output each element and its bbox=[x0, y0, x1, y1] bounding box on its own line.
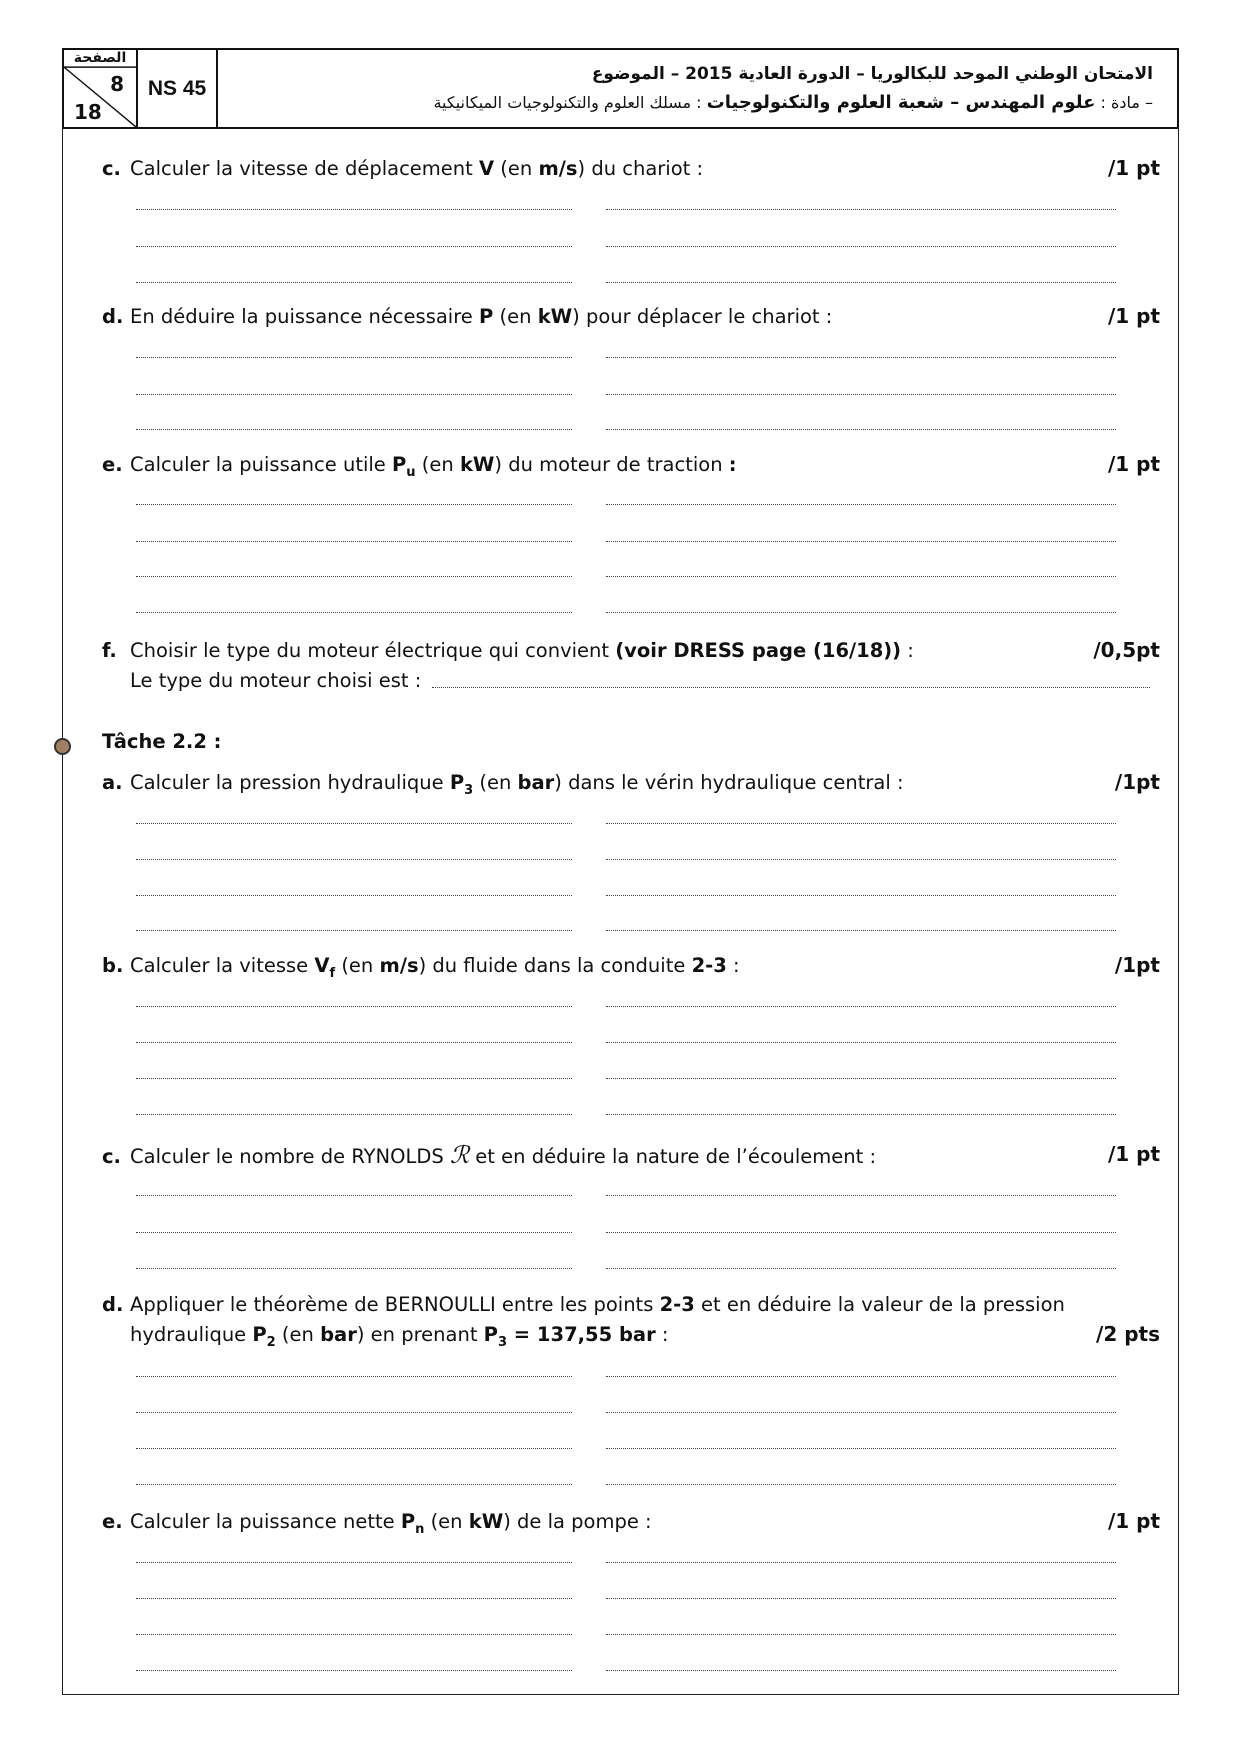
answer-line[interactable] bbox=[606, 1562, 1116, 1563]
exam-title-box bbox=[218, 50, 1177, 127]
answer-line[interactable] bbox=[606, 1376, 1116, 1377]
answer-line[interactable] bbox=[606, 612, 1116, 613]
answer-line[interactable] bbox=[136, 1562, 572, 1563]
answer-line[interactable] bbox=[136, 930, 572, 931]
answer-line[interactable] bbox=[606, 823, 1116, 824]
question-2-2-b: b. Calculer la vitesse $V_f$ (en m/s) du fluide dans la conduite 2-3 : bbox=[102, 954, 740, 981]
answer-line[interactable] bbox=[606, 1042, 1116, 1043]
answer-line[interactable] bbox=[136, 823, 572, 824]
points-d: /1 pt bbox=[1107, 304, 1160, 328]
answer-line[interactable] bbox=[606, 357, 1116, 358]
answer-line[interactable] bbox=[136, 1448, 572, 1449]
exam-code: NS 45 bbox=[138, 50, 218, 127]
points-2-2-b: /1pt bbox=[1114, 953, 1160, 977]
binder-hole-icon bbox=[54, 738, 71, 755]
answer-line[interactable] bbox=[606, 1670, 1116, 1671]
points-2-2-c: /1 pt bbox=[1107, 1142, 1160, 1166]
answer-line[interactable] bbox=[606, 1484, 1116, 1485]
answer-line[interactable] bbox=[136, 1006, 572, 1007]
answer-line[interactable] bbox=[136, 1598, 572, 1599]
points-c: /1 pt bbox=[1107, 156, 1160, 180]
answer-line[interactable] bbox=[606, 1448, 1116, 1449]
points-2-2-a: /1pt bbox=[1114, 770, 1160, 794]
exam-subject-line bbox=[218, 92, 1153, 113]
answer-line[interactable] bbox=[136, 612, 572, 613]
answer-line[interactable] bbox=[136, 1042, 572, 1043]
answer-line[interactable] bbox=[606, 1078, 1116, 1079]
answer-line[interactable] bbox=[136, 859, 572, 860]
answer-line[interactable] bbox=[606, 1412, 1116, 1413]
points-2-2-e: /1 pt bbox=[1107, 1509, 1160, 1533]
question-e: e. Calculer la puissance utile $P_u$ (en kW) du moteur de traction : bbox=[102, 453, 737, 480]
answer-line[interactable] bbox=[136, 895, 572, 896]
answer-line[interactable] bbox=[606, 1232, 1116, 1233]
question-2-2-c: c. Calculer le nombre de RYNOLDS ℛ et en déduire la nature de l’écoulement : bbox=[102, 1141, 877, 1169]
answer-line[interactable] bbox=[136, 1114, 572, 1115]
question-2-2-a: a. Calculer la pression hydraulique $P_3$ (en bar) dans le vérin hydraulique central : bbox=[102, 771, 904, 798]
answer-line[interactable] bbox=[606, 246, 1116, 247]
page-total: 18 bbox=[74, 100, 102, 124]
track-name: : مسلك العلوم والتكنولوجيات الميكانيكية bbox=[433, 93, 707, 112]
motor-type-line[interactable] bbox=[432, 687, 1150, 688]
answer-line[interactable] bbox=[136, 1412, 572, 1413]
points-f: /0,5pt bbox=[1093, 638, 1160, 662]
answer-line[interactable] bbox=[606, 1634, 1116, 1635]
answer-line[interactable] bbox=[606, 1006, 1116, 1007]
page-number: 8 bbox=[110, 72, 124, 96]
answer-line[interactable] bbox=[606, 576, 1116, 577]
points-e: /1 pt bbox=[1107, 452, 1160, 476]
answer-line[interactable] bbox=[606, 1598, 1116, 1599]
answer-line[interactable] bbox=[606, 541, 1116, 542]
answer-line[interactable] bbox=[136, 246, 572, 247]
answer-line[interactable] bbox=[136, 1634, 572, 1635]
answer-line[interactable] bbox=[606, 282, 1116, 283]
exam-title: الامتحان الوطني الموحد للبكالوريا – الدورة العادية 2015 – الموضوع bbox=[591, 64, 1153, 84]
answer-line[interactable] bbox=[606, 1114, 1116, 1115]
answer-line[interactable] bbox=[136, 209, 572, 210]
answer-line[interactable] bbox=[136, 1268, 572, 1269]
subject-prefix: – مادة : bbox=[1095, 93, 1153, 112]
task-2-2-heading: Tâche 2.2 : bbox=[102, 730, 222, 753]
points-2-2-d: /2 pts bbox=[1096, 1322, 1160, 1346]
page-number-box bbox=[64, 50, 138, 127]
answer-line[interactable] bbox=[606, 895, 1116, 896]
answer-line[interactable] bbox=[606, 1268, 1116, 1269]
answer-line[interactable] bbox=[136, 1484, 572, 1485]
answer-line[interactable] bbox=[136, 1078, 572, 1079]
answer-line[interactable] bbox=[136, 1232, 572, 1233]
subject-name: علوم المهندس – شعبة العلوم والتكنولوجيات bbox=[706, 92, 1096, 113]
page-label: الصفحة bbox=[73, 50, 127, 66]
answer-line[interactable] bbox=[136, 282, 572, 283]
answer-line[interactable] bbox=[136, 1670, 572, 1671]
question-2-2-e: e. Calculer la puissance nette $P_n$ (en kW) de la pompe : bbox=[102, 1510, 652, 1537]
answer-line[interactable] bbox=[136, 504, 572, 505]
question-f: f. Choisir le type du moteur électrique qui convient (voir DRESS page (16/18)) : Le type du moteur choisi est : bbox=[102, 639, 914, 692]
answer-line[interactable] bbox=[136, 576, 572, 577]
answer-line[interactable] bbox=[606, 504, 1116, 505]
answer-line[interactable] bbox=[136, 1376, 572, 1377]
exam-header bbox=[62, 48, 1179, 129]
answer-line[interactable] bbox=[606, 859, 1116, 860]
answer-line[interactable] bbox=[606, 209, 1116, 210]
question-2-2-d: d. Appliquer le théorème de BERNOULLI entre les points 2-3 et en déduire la valeur de la pression hydraulique $P_2$ (en bar) en prenant $P_3 = 137,55$ bar : bbox=[102, 1293, 1065, 1350]
answer-line[interactable] bbox=[136, 429, 572, 430]
answer-line[interactable] bbox=[606, 394, 1116, 395]
answer-line[interactable] bbox=[606, 429, 1116, 430]
answer-line[interactable] bbox=[136, 541, 572, 542]
question-d: d. En déduire la puissance nécessaire P (en kW) pour déplacer le chariot : bbox=[102, 305, 833, 328]
answer-line[interactable] bbox=[136, 1195, 572, 1196]
answer-line[interactable] bbox=[136, 357, 572, 358]
question-c: c. Calculer la vitesse de déplacement V (en m/s) du chariot : bbox=[102, 157, 704, 180]
answer-line[interactable] bbox=[606, 930, 1116, 931]
answer-line[interactable] bbox=[136, 394, 572, 395]
answer-line[interactable] bbox=[606, 1195, 1116, 1196]
